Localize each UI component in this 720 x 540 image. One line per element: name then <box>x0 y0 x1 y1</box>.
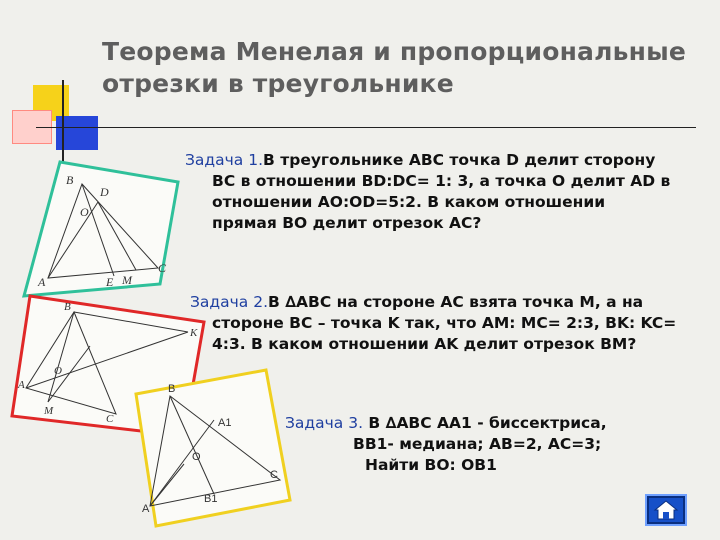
task-2-line-1: Задача 2.В ∆ABC на стороне AC взята точка M, а на <box>190 293 644 311</box>
decor-horizontal-line <box>36 127 696 128</box>
task-1-line-3: отношении AO:OD=5:2. В каком отношении <box>212 193 606 211</box>
title-line-2: отрезки в треугольнике <box>102 69 454 98</box>
home-button[interactable] <box>645 494 687 526</box>
fig2-label-b: B <box>64 301 71 313</box>
fig1-label-o: O <box>80 205 89 219</box>
fig1-label-b: B <box>66 173 74 187</box>
fig2-label-c: C <box>106 413 114 425</box>
figure-3 <box>130 368 295 528</box>
task-3-label: Задача 3. <box>285 414 364 432</box>
task-2-line-2: стороне BC – точка K так, что AM: MC= 2:3, BK: KC= <box>212 314 677 332</box>
task-3-line-3: Найти BO: OB1 <box>365 456 497 474</box>
fig1-label-e: E <box>106 275 114 289</box>
task-1-line-2: BC в отношении BD:DC= 1: 3, а точка O делит AD в <box>212 172 671 190</box>
fig3-label-a: A <box>142 503 150 515</box>
figure-1-frame <box>24 162 178 296</box>
task-1-line-1: Задача 1.В треугольнике ABC точка D делит сторону <box>185 151 656 169</box>
fig1-label-d: D <box>100 185 109 199</box>
task-1-label: Задача 1. <box>185 151 264 169</box>
task-2-label: Задача 2. <box>190 293 269 311</box>
fig2-label-a: A <box>18 379 25 391</box>
figure-1 <box>10 158 180 308</box>
title-line-1: Теорема Менелая и пропорциональные <box>102 37 687 66</box>
fig1-label-m: M <box>122 273 132 287</box>
fig3-label-b1: B1 <box>204 493 218 505</box>
fig1-label-a: A <box>38 275 46 289</box>
task-2 <box>190 292 676 355</box>
fig2-label-m: M <box>44 405 54 417</box>
home-icon <box>647 496 685 524</box>
fig3-label-a1: A1 <box>218 417 232 429</box>
task-3-line-1: Задача 3. В ∆ABC AA1 - биссектриса, <box>285 414 607 432</box>
fig3-label-b: B <box>168 383 176 395</box>
task-3 <box>285 413 607 476</box>
fig1-label-c: C <box>158 261 167 275</box>
task-3-line-2: BB1- медиана; AB=2, AC=3; <box>353 435 602 453</box>
fig2-label-k: K <box>190 327 198 339</box>
task-1-line-4: прямая BO делит отрезок AC? <box>212 214 482 232</box>
fig2-label-o: O <box>54 365 62 377</box>
fig3-label-o: O <box>192 451 201 463</box>
task-2-line-3: 4:3. В каком отношении AK делит отрезок BM? <box>212 335 637 353</box>
decor-vertical-line <box>62 80 64 164</box>
task-1 <box>185 150 670 234</box>
fig3-label-c: C <box>270 469 278 481</box>
page-title <box>102 36 702 100</box>
